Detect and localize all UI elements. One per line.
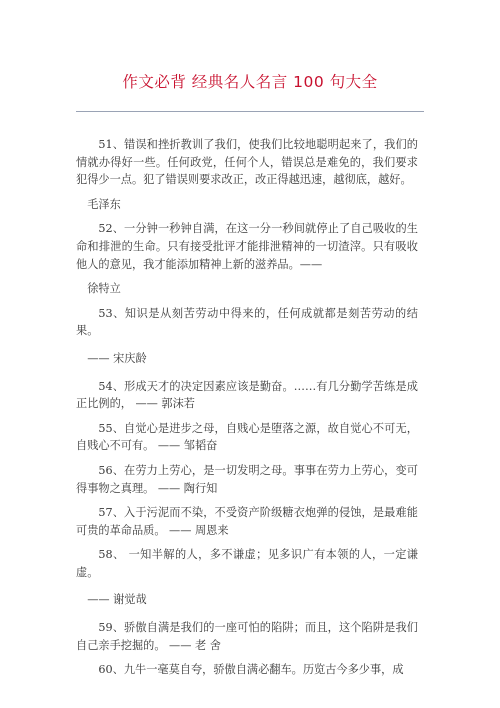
quote-paragraph: 53、知识是从刻苦劳动中得来的，任何成就都是刻苦劳动的结果。	[76, 306, 418, 338]
quote-paragraph: 58、 一知半解的人，多不谦虚；见多识广有本领的人，一定谦虚。	[76, 548, 418, 579]
quote-paragraph: 56、在劳力上劳心，是一切发明之母。事事在劳力上劳心，变可得事物之真理。 —— 陶行知	[76, 463, 418, 495]
quote-paragraph: 59、骄傲自满是我们的一座可怕的陷阱；而且，这个陷阱是我们自己亲手挖掘的。 —— 老 舍	[76, 621, 418, 652]
quote-paragraph: 57、入于污泥而不染，不受资产阶级糖衣炮弹的侵蚀，是最难能可贵的革命品质。 —— 周恩来	[76, 506, 418, 537]
quote-author: 徐特立	[87, 282, 121, 296]
document-title: 作文必背 经典名人名言 100 句大全	[122, 73, 378, 91]
quote-author: —— 谢觉哉	[87, 593, 147, 607]
quote-author: 毛泽东	[87, 197, 121, 211]
quote-paragraph: 52、一分钟一秒钟自满，在这一分一秒间就停止了自己吸收的生命和排泄的生命。只有接受批评才能排泄精神的一切渣滓。只有吸收他人的意见，我才能添加精神上新的滋养品。——	[76, 222, 418, 271]
title-divider	[76, 111, 424, 112]
quote-paragraph: 60、九牛一毫莫自夸，骄傲自满必翻车。历览古今多少事，成	[98, 663, 404, 677]
quote-paragraph: 51、错误和挫折教训了我们，使我们比较地聪明起来了，我们的情就办得好一些。任何政党，任何个人，错误总是难免的，我们要求犯得少一点。犯了错误则要求改正，改正得越迅速，越彻底，越好。	[76, 138, 418, 187]
quote-paragraph: 55、自觉心是进步之母，自贱心是堕落之源，故自觉心不可无，自贱心不可有。 —— 邹韬奋	[76, 421, 418, 453]
document-body	[76, 136, 418, 679]
quote-paragraph: 54、形成天才的决定因素应该是勤奋。……有几分勤学苦练是成正比例的， —— 郭沫若	[76, 379, 418, 411]
quote-author: —— 宋庆龄	[87, 351, 147, 365]
